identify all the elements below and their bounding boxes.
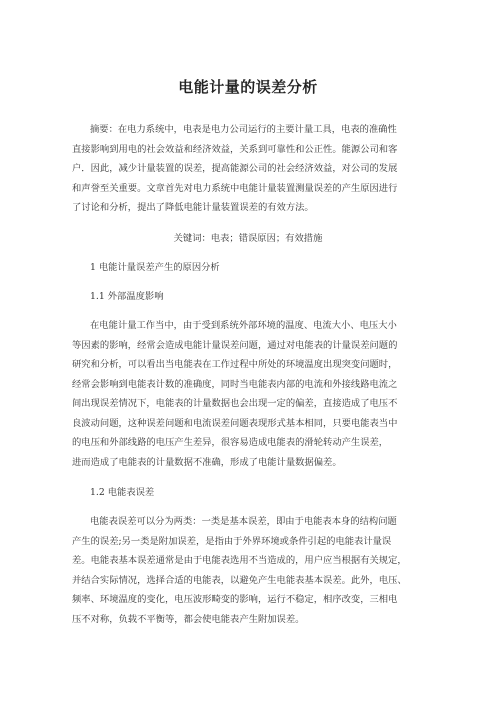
abstract-line: 和声誉至关重要。文章首先对电力系统中电能计量装置测量误差的产生原因进行 [72, 182, 398, 194]
paragraph-line: 的电压和外部线路的电压产生差异，很容易造成电能表的滑轮转动产生误差， [72, 437, 389, 448]
paragraph-line: 电能表误差可以分为两类：一类是基本误差，即由于电能表本身的结构问题 [90, 516, 397, 527]
paragraph-line: 频率、环境温度的变化，电压波形畸变的影响，运行不稳定，相序改变，三相电 [72, 594, 398, 605]
paragraph-line: 并结合实际情况，选择合适的电能表，以避免产生电能表基本误差。此外，电压、 [72, 574, 407, 586]
section-heading-1-2: 1.2 电能表误差 [90, 487, 155, 498]
abstract-paragraph [72, 120, 432, 218]
document-title: 电能计量的误差分析 [178, 78, 318, 96]
paragraph-line: 进而造成了电能表的计量数据不准确，形成了电能计量数据偏差。 [72, 456, 342, 468]
abstract-line: 户．因此，减少计量装置的误差，提高能源公司的社会经济效益，对公司的发展 [72, 163, 398, 174]
keywords: 关键词：电表；错误原因；有效措施 [173, 233, 323, 244]
abstract-line: 摘要：在电力系统中，电表是电力公司运行的主要计量工具，电表的准确性 [90, 124, 397, 135]
paragraph-line: 良波动问题，这种误差问题和电流误差问题表现形式基本相同，只要电能表当中 [72, 417, 398, 429]
section-1-1-paragraph [72, 316, 432, 472]
paragraph-line: 在电能计量工作当中，由于受到系统外部环境的温度、电流大小、电压大小 [90, 320, 397, 331]
section-heading-1-1: 1.1 外部温度影响 [90, 291, 164, 302]
paragraph-line: 研究和分析，可以看出当电能表在工作过程中所处的环境温度出现突变问题时， [72, 359, 398, 370]
section-1-2-paragraph [72, 512, 432, 629]
paragraph-line: 等因素的影响，经常会造成电能计量误差问题，通过对电能表的计量误差问题的 [72, 339, 398, 351]
paragraph-line: 差。电能表基本误差通常是由于电能表选用不当造成的，用户应当根据有关规定， [72, 555, 407, 566]
paragraph-line: 经常会影响到电能表计数的准确度，同时当电能表内部的电流和外接线路电流之 [72, 378, 398, 390]
paragraph-line: 产生的误差;另一类是附加误差，是指由于外界环境或条件引起的电能表计量误 [72, 535, 392, 547]
abstract-line: 了讨论和分析，提出了降低电能计量装置误差的有效方法。 [72, 202, 314, 213]
abstract-line: 直接影响到用电的社会效益和经济效益，关系到可靠性和公正性。能源公司和客 [72, 143, 398, 155]
paragraph-line: 间出现误差情况下，电能表的计量数据也会出现一定的偏差，直接造成了电压不 [72, 398, 398, 409]
section-heading-1: 1 电能计量误差产生的原因分析 [90, 262, 220, 273]
paragraph-line: 压不对称，负载不平衡等，都会使电能表产生附加误差。 [72, 613, 305, 625]
